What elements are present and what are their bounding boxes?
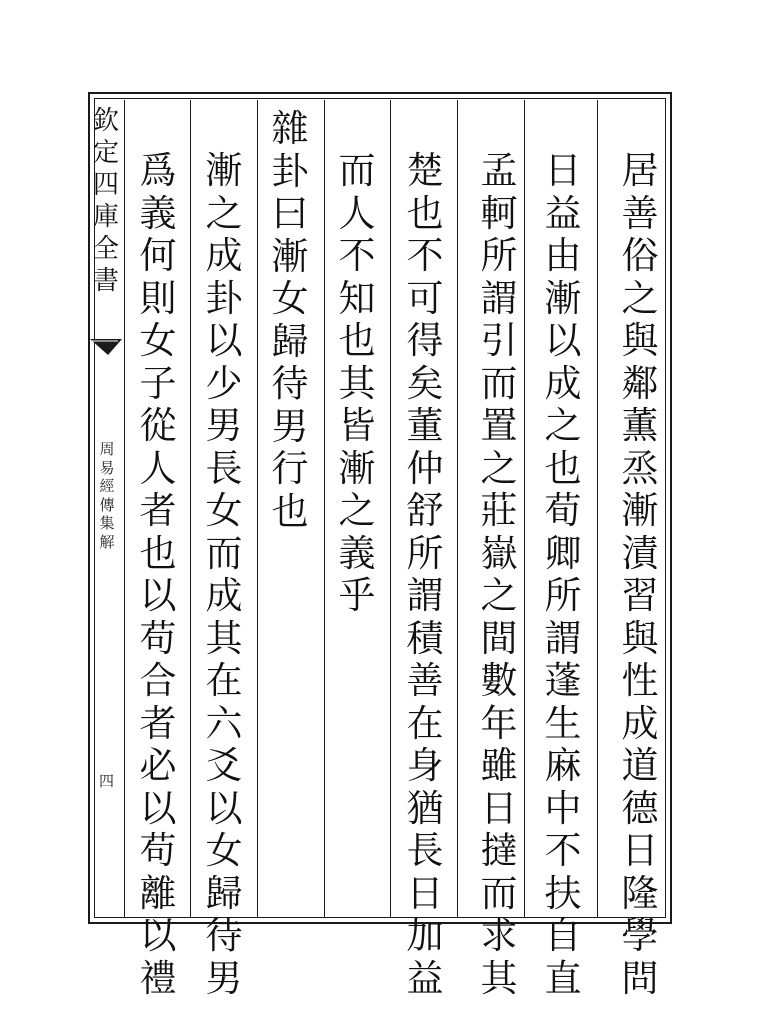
column-character: 離 bbox=[139, 871, 177, 915]
column-character: 其 bbox=[480, 956, 518, 1000]
column-rule bbox=[257, 100, 258, 918]
column-character: 以 bbox=[205, 319, 243, 362]
column-character: 學 bbox=[621, 914, 659, 957]
text-column-2 bbox=[541, 150, 585, 1000]
column-character: 楚 bbox=[406, 149, 444, 192]
column-character: 年 bbox=[480, 701, 518, 745]
text-column-6 bbox=[268, 108, 312, 533]
column-character: 董 bbox=[406, 404, 444, 447]
column-character: 歸 bbox=[205, 871, 243, 915]
column-character: 引 bbox=[480, 319, 518, 362]
column-character: 從 bbox=[139, 404, 177, 447]
column-character: 乎 bbox=[338, 574, 376, 617]
column-character: 撻 bbox=[480, 829, 518, 872]
column-character: 益 bbox=[544, 191, 582, 235]
text-column-4 bbox=[403, 150, 447, 1000]
column-character: 積 bbox=[406, 616, 444, 660]
column-rule bbox=[324, 100, 325, 918]
margin-title-character: 全 bbox=[92, 234, 119, 264]
margin-title-character: 庫 bbox=[92, 202, 119, 232]
column-character: 求 bbox=[480, 914, 518, 957]
column-character: 孟 bbox=[480, 149, 518, 192]
column-character: 生 bbox=[544, 701, 582, 745]
column-character: 不 bbox=[406, 234, 444, 277]
column-character: 由 bbox=[544, 234, 582, 277]
column-character: 何 bbox=[139, 234, 177, 277]
column-character: 則 bbox=[139, 276, 177, 320]
column-rule bbox=[390, 100, 391, 918]
column-character: 仲 bbox=[406, 446, 444, 490]
text-column-8 bbox=[136, 150, 180, 1000]
column-character: 直 bbox=[544, 956, 582, 1000]
column-character: 也 bbox=[139, 531, 177, 575]
column-character: 所 bbox=[406, 531, 444, 575]
column-character: 可 bbox=[406, 276, 444, 320]
column-character: 男 bbox=[271, 404, 309, 448]
column-character: 之 bbox=[480, 446, 518, 490]
column-character: 也 bbox=[406, 191, 444, 235]
column-character: 漸 bbox=[544, 276, 582, 320]
column-character: 善 bbox=[621, 191, 659, 235]
column-character: 日 bbox=[544, 149, 582, 192]
column-character: 之 bbox=[205, 191, 243, 235]
column-character: 謂 bbox=[480, 276, 518, 320]
column-character: 問 bbox=[621, 956, 659, 1000]
column-character: 在 bbox=[205, 659, 243, 702]
text-column-1 bbox=[618, 150, 662, 1000]
column-character: 身 bbox=[406, 744, 444, 787]
column-character: 德 bbox=[621, 786, 659, 830]
column-character: 皆 bbox=[338, 404, 376, 447]
column-character: 習 bbox=[621, 574, 659, 617]
column-character: 鄰 bbox=[621, 361, 659, 405]
column-character: 卦 bbox=[205, 276, 243, 320]
column-character: 不 bbox=[338, 234, 376, 277]
column-character: 待 bbox=[271, 362, 309, 405]
column-rule bbox=[457, 100, 458, 918]
column-rule bbox=[524, 100, 525, 918]
column-character: 自 bbox=[544, 914, 582, 957]
column-character: 猶 bbox=[406, 786, 444, 830]
column-character: 而 bbox=[480, 361, 518, 405]
column-character: 嶽 bbox=[480, 531, 518, 575]
column-character: 而 bbox=[205, 531, 243, 575]
column-character: 以 bbox=[544, 319, 582, 362]
column-character: 成 bbox=[544, 361, 582, 405]
column-character: 之 bbox=[544, 404, 582, 447]
text-column-3 bbox=[477, 150, 521, 1000]
column-character: 日 bbox=[621, 829, 659, 872]
column-character: 舒 bbox=[406, 489, 444, 532]
column-character: 性 bbox=[621, 659, 659, 702]
column-character: 漬 bbox=[621, 531, 659, 575]
column-character: 得 bbox=[406, 319, 444, 362]
column-character: 苟 bbox=[139, 829, 177, 872]
column-character: 漸 bbox=[621, 489, 659, 532]
column-character: 成 bbox=[205, 234, 243, 277]
column-character: 之 bbox=[621, 276, 659, 320]
column-character: 人 bbox=[338, 191, 376, 235]
column-character: 數 bbox=[480, 659, 518, 702]
column-character: 日 bbox=[480, 786, 518, 830]
column-character: 成 bbox=[205, 574, 243, 617]
column-character: 隆 bbox=[621, 871, 659, 915]
column-character: 禮 bbox=[139, 956, 177, 1000]
column-character: 卿 bbox=[544, 531, 582, 575]
column-character: 長 bbox=[406, 829, 444, 872]
column-character: 所 bbox=[480, 234, 518, 277]
column-character: 置 bbox=[480, 404, 518, 447]
column-character: 六 bbox=[205, 701, 243, 745]
column-character: 者 bbox=[139, 701, 177, 745]
column-character: 少 bbox=[205, 361, 243, 405]
column-character: 也 bbox=[271, 489, 309, 533]
column-character: 知 bbox=[338, 276, 376, 320]
column-character: 所 bbox=[544, 574, 582, 617]
column-character: 長 bbox=[205, 446, 243, 490]
margin-book-character: 經 bbox=[99, 477, 115, 495]
column-character: 麻 bbox=[544, 744, 582, 787]
column-character: 之 bbox=[338, 489, 376, 532]
column-character: 義 bbox=[139, 191, 177, 235]
column-character: 以 bbox=[139, 914, 177, 957]
column-character: 合 bbox=[139, 659, 177, 702]
column-character: 雜 bbox=[271, 107, 309, 150]
column-character: 漸 bbox=[271, 234, 309, 278]
column-character: 也 bbox=[338, 319, 376, 362]
margin-page-number: 四 bbox=[99, 772, 115, 790]
column-character: 爻 bbox=[205, 744, 243, 787]
column-character: 成 bbox=[621, 701, 659, 745]
column-character: 扶 bbox=[544, 871, 582, 915]
column-character: 謂 bbox=[406, 574, 444, 617]
column-character: 居 bbox=[621, 149, 659, 192]
margin-title-character: 定 bbox=[92, 138, 119, 168]
column-character: 曰 bbox=[271, 192, 309, 235]
column-character: 爲 bbox=[139, 149, 177, 192]
column-character: 女 bbox=[139, 319, 177, 362]
column-character: 不 bbox=[544, 829, 582, 872]
column-character: 以 bbox=[139, 574, 177, 617]
column-character: 歸 bbox=[271, 319, 309, 363]
column-character: 必 bbox=[139, 744, 177, 787]
column-character: 薫 bbox=[621, 404, 659, 447]
column-character: 而 bbox=[338, 149, 376, 192]
margin-title-character: 書 bbox=[92, 266, 119, 296]
column-character: 也 bbox=[544, 446, 582, 490]
column-character: 雖 bbox=[480, 744, 518, 787]
column-character: 日 bbox=[406, 871, 444, 915]
column-character: 女 bbox=[271, 277, 309, 320]
column-rule bbox=[597, 100, 598, 918]
column-character: 女 bbox=[205, 829, 243, 872]
column-character: 與 bbox=[621, 616, 659, 660]
column-character: 漸 bbox=[205, 149, 243, 192]
column-character: 道 bbox=[621, 744, 659, 787]
column-character: 男 bbox=[205, 956, 243, 1000]
fishtail-mark bbox=[88, 335, 124, 375]
column-character: 女 bbox=[205, 489, 243, 532]
column-character: 待 bbox=[205, 914, 243, 957]
column-character: 其 bbox=[338, 361, 376, 405]
column-character: 矣 bbox=[406, 361, 444, 405]
column-character: 在 bbox=[406, 701, 444, 745]
column-character: 其 bbox=[205, 616, 243, 660]
margin-book-character: 易 bbox=[99, 458, 115, 477]
column-character: 善 bbox=[406, 659, 444, 702]
column-rule bbox=[124, 100, 125, 918]
text-column-7 bbox=[202, 150, 246, 1000]
column-character: 義 bbox=[338, 531, 376, 575]
column-character: 軻 bbox=[480, 191, 518, 235]
column-character: 苟 bbox=[139, 616, 177, 660]
margin-book-character: 集 bbox=[99, 514, 115, 532]
margin-book-character: 傳 bbox=[99, 495, 115, 514]
column-character: 以 bbox=[139, 786, 177, 830]
column-character: 男 bbox=[205, 404, 243, 447]
margin-book-character: 周 bbox=[99, 440, 115, 458]
column-character: 蓬 bbox=[544, 659, 582, 702]
column-character: 莊 bbox=[480, 489, 518, 532]
column-character: 子 bbox=[139, 361, 177, 405]
margin-title-character: 欽 bbox=[92, 106, 119, 136]
column-character: 俗 bbox=[621, 234, 659, 277]
column-character: 人 bbox=[139, 446, 177, 490]
margin-collection-title bbox=[92, 105, 120, 297]
column-character: 漸 bbox=[338, 446, 376, 490]
column-character: 以 bbox=[205, 786, 243, 830]
column-character: 之 bbox=[480, 574, 518, 617]
column-character: 烝 bbox=[621, 446, 659, 490]
column-character: 荀 bbox=[544, 489, 582, 532]
margin-title-character: 四 bbox=[92, 170, 119, 200]
column-rule bbox=[190, 100, 191, 918]
column-character: 卦 bbox=[271, 149, 309, 193]
text-column-5 bbox=[335, 150, 379, 618]
column-character: 益 bbox=[406, 956, 444, 1000]
column-character: 行 bbox=[271, 447, 309, 490]
column-character: 謂 bbox=[544, 616, 582, 660]
column-character: 中 bbox=[544, 786, 582, 830]
column-character: 而 bbox=[480, 871, 518, 915]
column-character: 與 bbox=[621, 319, 659, 362]
column-character: 者 bbox=[139, 489, 177, 532]
margin-book-character: 解 bbox=[99, 532, 115, 551]
margin-book-title bbox=[98, 440, 116, 551]
column-character: 加 bbox=[406, 914, 444, 957]
column-character: 間 bbox=[480, 616, 518, 660]
